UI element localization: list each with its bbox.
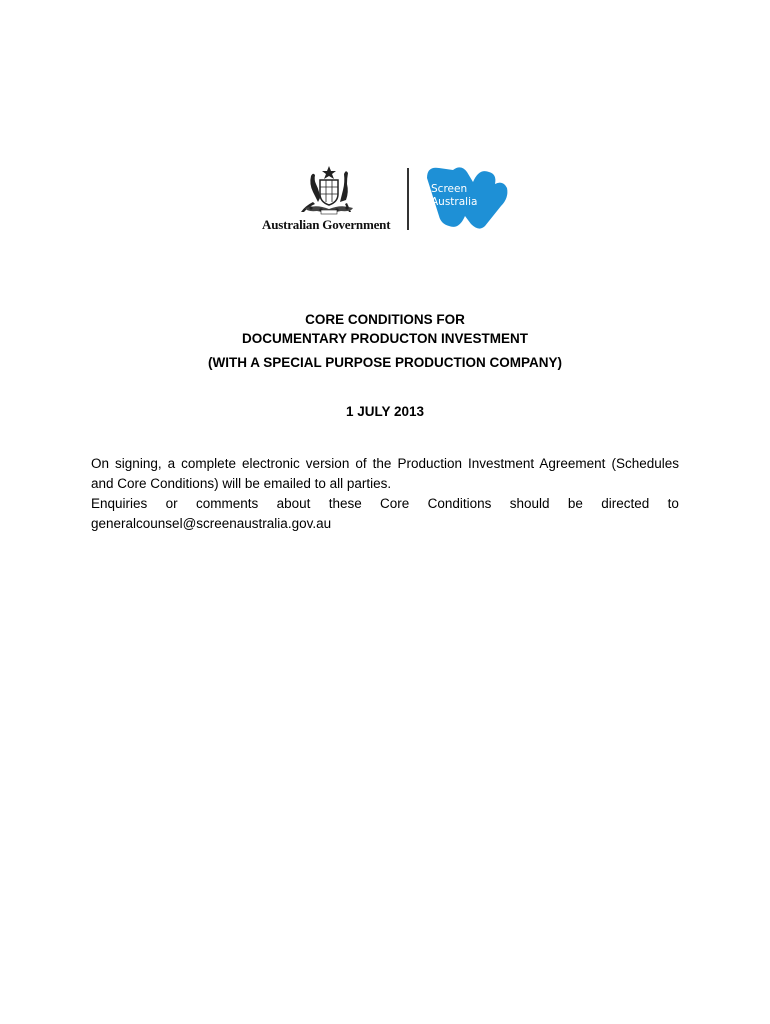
- enquiries-word: Conditions: [427, 496, 492, 511]
- enquiries-word: comments: [195, 496, 259, 511]
- government-label: Australian Government: [262, 217, 391, 232]
- contact-email: generalcounsel@screenaustralia.gov.au: [91, 516, 332, 531]
- enquiries-word: should: [509, 496, 550, 511]
- brand-line-1: Screen: [431, 183, 468, 195]
- enquiries-word: about: [276, 496, 311, 511]
- enquiries-word: directed: [601, 496, 650, 511]
- enquiries-line: [91, 494, 679, 514]
- australian-government-logo: [255, 160, 405, 235]
- document-date: 1 JULY 2013: [345, 404, 425, 419]
- brand-line-2: Australia: [431, 196, 478, 208]
- enquiries-word: these: [328, 496, 362, 511]
- enquiries-word: or: [165, 496, 178, 511]
- enquiries-word: Core: [380, 496, 410, 511]
- document-subtitle: (WITH A SPECIAL PURPOSE PRODUCTION COMPANY): [207, 355, 562, 370]
- signing-paragraph: On signing, a complete electronic version of the Production Investment Agreement (Schedules and Core Conditions) will be emailed to all parties.: [91, 456, 679, 491]
- document-title-line-2: DOCUMENTARY PRODUCTON INVESTMENT: [241, 331, 528, 346]
- enquiries-paragraph: [91, 494, 679, 534]
- document-title-line-1: CORE CONDITIONS FOR: [305, 312, 465, 327]
- screen-australia-logo: [423, 162, 511, 232]
- coat-of-arms-icon: [291, 164, 367, 216]
- enquiries-word: Enquiries: [91, 496, 148, 511]
- enquiries-word: be: [567, 496, 583, 511]
- header-logos: [255, 160, 515, 235]
- enquiries-word: to: [667, 496, 679, 511]
- logo-divider: [407, 168, 409, 230]
